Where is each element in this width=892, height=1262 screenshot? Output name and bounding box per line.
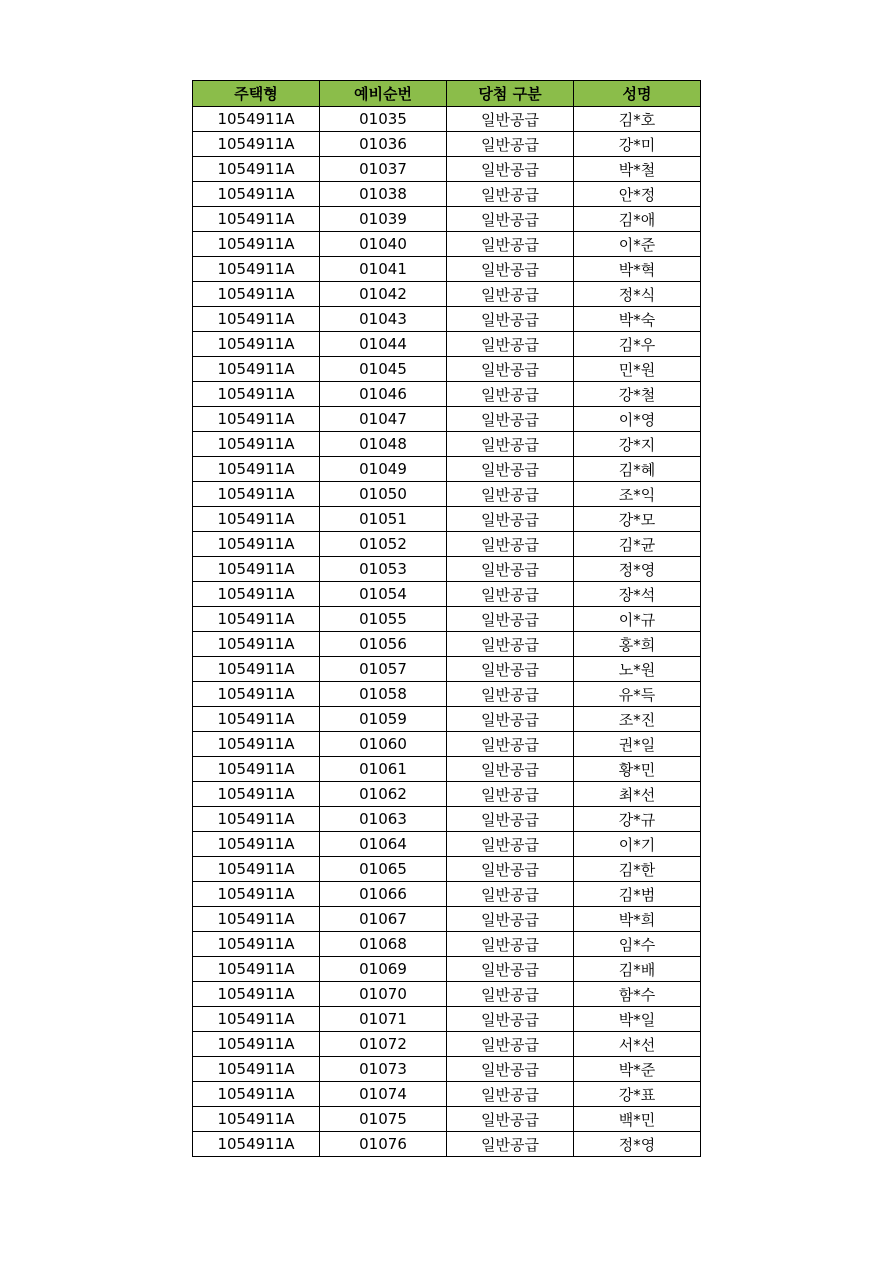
cell-housing-type: 1054911A <box>193 657 320 682</box>
cell-reserve-number: 01036 <box>320 132 447 157</box>
cell-reserve-number: 01054 <box>320 582 447 607</box>
cell-housing-type: 1054911A <box>193 1057 320 1082</box>
cell-winner-category: 일반공급 <box>447 432 574 457</box>
cell-housing-type: 1054911A <box>193 882 320 907</box>
table-row <box>193 257 701 282</box>
cell-reserve-number: 01074 <box>320 1082 447 1107</box>
cell-housing-type: 1054911A <box>193 257 320 282</box>
cell-housing-type: 1054911A <box>193 807 320 832</box>
cell-housing-type: 1054911A <box>193 582 320 607</box>
cell-name: 민*원 <box>574 357 701 382</box>
cell-housing-type: 1054911A <box>193 307 320 332</box>
cell-name: 김*호 <box>574 107 701 132</box>
table-row <box>193 207 701 232</box>
cell-name: 김*혜 <box>574 457 701 482</box>
cell-reserve-number: 01052 <box>320 532 447 557</box>
table-row <box>193 932 701 957</box>
cell-name: 박*일 <box>574 1007 701 1032</box>
cell-winner-category: 일반공급 <box>447 1057 574 1082</box>
table-row <box>193 182 701 207</box>
cell-housing-type: 1054911A <box>193 757 320 782</box>
cell-winner-category: 일반공급 <box>447 607 574 632</box>
cell-winner-category: 일반공급 <box>447 1107 574 1132</box>
cell-reserve-number: 01037 <box>320 157 447 182</box>
table-row <box>193 1107 701 1132</box>
cell-reserve-number: 01064 <box>320 832 447 857</box>
cell-name: 노*원 <box>574 657 701 682</box>
table-row <box>193 157 701 182</box>
table-row <box>193 332 701 357</box>
cell-name: 김*한 <box>574 857 701 882</box>
cell-name: 황*민 <box>574 757 701 782</box>
cell-winner-category: 일반공급 <box>447 582 574 607</box>
cell-reserve-number: 01046 <box>320 382 447 407</box>
cell-reserve-number: 01051 <box>320 507 447 532</box>
table-row <box>193 307 701 332</box>
table-row <box>193 132 701 157</box>
cell-reserve-number: 01075 <box>320 1107 447 1132</box>
cell-name: 홍*희 <box>574 632 701 657</box>
cell-reserve-number: 01063 <box>320 807 447 832</box>
table-body <box>193 107 701 1157</box>
cell-name: 박*혁 <box>574 257 701 282</box>
cell-name: 김*범 <box>574 882 701 907</box>
cell-winner-category: 일반공급 <box>447 907 574 932</box>
cell-housing-type: 1054911A <box>193 407 320 432</box>
cell-winner-category: 일반공급 <box>447 382 574 407</box>
cell-reserve-number: 01039 <box>320 207 447 232</box>
cell-name: 장*석 <box>574 582 701 607</box>
cell-reserve-number: 01038 <box>320 182 447 207</box>
winner-list-table <box>192 80 701 1157</box>
cell-housing-type: 1054911A <box>193 157 320 182</box>
cell-winner-category: 일반공급 <box>447 757 574 782</box>
cell-name: 김*배 <box>574 957 701 982</box>
cell-name: 이*준 <box>574 232 701 257</box>
cell-winner-category: 일반공급 <box>447 182 574 207</box>
cell-winner-category: 일반공급 <box>447 532 574 557</box>
cell-winner-category: 일반공급 <box>447 107 574 132</box>
table-row <box>193 957 701 982</box>
cell-housing-type: 1054911A <box>193 282 320 307</box>
table-row <box>193 107 701 132</box>
cell-winner-category: 일반공급 <box>447 557 574 582</box>
cell-winner-category: 일반공급 <box>447 857 574 882</box>
cell-housing-type: 1054911A <box>193 732 320 757</box>
cell-reserve-number: 01062 <box>320 782 447 807</box>
cell-name: 임*수 <box>574 932 701 957</box>
cell-housing-type: 1054911A <box>193 832 320 857</box>
cell-winner-category: 일반공급 <box>447 1082 574 1107</box>
cell-housing-type: 1054911A <box>193 1107 320 1132</box>
table-row <box>193 407 701 432</box>
cell-winner-category: 일반공급 <box>447 157 574 182</box>
cell-name: 최*선 <box>574 782 701 807</box>
cell-reserve-number: 01076 <box>320 1132 447 1157</box>
cell-name: 함*수 <box>574 982 701 1007</box>
cell-name: 이*규 <box>574 607 701 632</box>
cell-name: 박*희 <box>574 907 701 932</box>
table-row <box>193 632 701 657</box>
cell-housing-type: 1054911A <box>193 682 320 707</box>
table-row <box>193 582 701 607</box>
cell-reserve-number: 01044 <box>320 332 447 357</box>
cell-winner-category: 일반공급 <box>447 257 574 282</box>
cell-housing-type: 1054911A <box>193 1032 320 1057</box>
cell-winner-category: 일반공급 <box>447 982 574 1007</box>
cell-reserve-number: 01060 <box>320 732 447 757</box>
cell-name: 박*준 <box>574 1057 701 1082</box>
cell-name: 정*영 <box>574 557 701 582</box>
cell-reserve-number: 01049 <box>320 457 447 482</box>
table-row <box>193 807 701 832</box>
cell-housing-type: 1054911A <box>193 857 320 882</box>
cell-reserve-number: 01055 <box>320 607 447 632</box>
cell-name: 안*정 <box>574 182 701 207</box>
cell-reserve-number: 01066 <box>320 882 447 907</box>
cell-housing-type: 1054911A <box>193 107 320 132</box>
cell-reserve-number: 01042 <box>320 282 447 307</box>
cell-reserve-number: 01035 <box>320 107 447 132</box>
table-row <box>193 857 701 882</box>
cell-winner-category: 일반공급 <box>447 132 574 157</box>
cell-housing-type: 1054911A <box>193 132 320 157</box>
header-housing-type: 주택형 <box>193 81 320 107</box>
table-row <box>193 1032 701 1057</box>
cell-reserve-number: 01058 <box>320 682 447 707</box>
cell-housing-type: 1054911A <box>193 457 320 482</box>
cell-winner-category: 일반공급 <box>447 232 574 257</box>
cell-reserve-number: 01061 <box>320 757 447 782</box>
cell-winner-category: 일반공급 <box>447 632 574 657</box>
cell-housing-type: 1054911A <box>193 782 320 807</box>
table-row <box>193 482 701 507</box>
table-row <box>193 732 701 757</box>
cell-name: 강*철 <box>574 382 701 407</box>
cell-name: 박*숙 <box>574 307 701 332</box>
cell-reserve-number: 01067 <box>320 907 447 932</box>
table-row <box>193 882 701 907</box>
cell-housing-type: 1054911A <box>193 1007 320 1032</box>
cell-reserve-number: 01050 <box>320 482 447 507</box>
cell-housing-type: 1054911A <box>193 507 320 532</box>
cell-housing-type: 1054911A <box>193 1082 320 1107</box>
cell-winner-category: 일반공급 <box>447 507 574 532</box>
table-row <box>193 282 701 307</box>
cell-housing-type: 1054911A <box>193 532 320 557</box>
table-row <box>193 1132 701 1157</box>
table-row <box>193 232 701 257</box>
cell-winner-category: 일반공급 <box>447 407 574 432</box>
cell-winner-category: 일반공급 <box>447 1132 574 1157</box>
cell-housing-type: 1054911A <box>193 357 320 382</box>
cell-reserve-number: 01045 <box>320 357 447 382</box>
cell-reserve-number: 01047 <box>320 407 447 432</box>
cell-name: 강*규 <box>574 807 701 832</box>
cell-reserve-number: 01043 <box>320 307 447 332</box>
table-row <box>193 657 701 682</box>
cell-housing-type: 1054911A <box>193 332 320 357</box>
cell-reserve-number: 01059 <box>320 707 447 732</box>
cell-name: 조*익 <box>574 482 701 507</box>
table-row <box>193 457 701 482</box>
cell-housing-type: 1054911A <box>193 907 320 932</box>
cell-name: 김*우 <box>574 332 701 357</box>
table-row <box>193 607 701 632</box>
table-row <box>193 682 701 707</box>
table-row <box>193 432 701 457</box>
cell-name: 백*민 <box>574 1107 701 1132</box>
table-header-row <box>193 81 701 107</box>
cell-winner-category: 일반공급 <box>447 307 574 332</box>
cell-reserve-number: 01072 <box>320 1032 447 1057</box>
cell-name: 이*영 <box>574 407 701 432</box>
table-row <box>193 1007 701 1032</box>
cell-winner-category: 일반공급 <box>447 807 574 832</box>
cell-winner-category: 일반공급 <box>447 657 574 682</box>
table-row <box>193 782 701 807</box>
cell-name: 강*미 <box>574 132 701 157</box>
cell-winner-category: 일반공급 <box>447 882 574 907</box>
cell-housing-type: 1054911A <box>193 707 320 732</box>
cell-winner-category: 일반공급 <box>447 457 574 482</box>
cell-housing-type: 1054911A <box>193 557 320 582</box>
cell-housing-type: 1054911A <box>193 207 320 232</box>
cell-housing-type: 1054911A <box>193 607 320 632</box>
cell-reserve-number: 01068 <box>320 932 447 957</box>
table-row <box>193 1082 701 1107</box>
cell-reserve-number: 01053 <box>320 557 447 582</box>
cell-winner-category: 일반공급 <box>447 782 574 807</box>
cell-name: 김*애 <box>574 207 701 232</box>
cell-reserve-number: 01048 <box>320 432 447 457</box>
table-row <box>193 982 701 1007</box>
cell-reserve-number: 01071 <box>320 1007 447 1032</box>
cell-winner-category: 일반공급 <box>447 732 574 757</box>
table-row <box>193 757 701 782</box>
cell-reserve-number: 01065 <box>320 857 447 882</box>
cell-winner-category: 일반공급 <box>447 357 574 382</box>
cell-name: 권*일 <box>574 732 701 757</box>
cell-housing-type: 1054911A <box>193 232 320 257</box>
cell-name: 서*선 <box>574 1032 701 1057</box>
cell-name: 조*진 <box>574 707 701 732</box>
table-row <box>193 1057 701 1082</box>
cell-winner-category: 일반공급 <box>447 482 574 507</box>
cell-winner-category: 일반공급 <box>447 1032 574 1057</box>
cell-reserve-number: 01057 <box>320 657 447 682</box>
table-row <box>193 907 701 932</box>
cell-winner-category: 일반공급 <box>447 707 574 732</box>
cell-reserve-number: 01041 <box>320 257 447 282</box>
cell-housing-type: 1054911A <box>193 1132 320 1157</box>
table-row <box>193 357 701 382</box>
table-row <box>193 707 701 732</box>
cell-housing-type: 1054911A <box>193 982 320 1007</box>
table-row <box>193 382 701 407</box>
cell-reserve-number: 01073 <box>320 1057 447 1082</box>
cell-winner-category: 일반공급 <box>447 832 574 857</box>
cell-housing-type: 1054911A <box>193 432 320 457</box>
cell-name: 강*지 <box>574 432 701 457</box>
cell-name: 박*철 <box>574 157 701 182</box>
table-row <box>193 532 701 557</box>
cell-housing-type: 1054911A <box>193 482 320 507</box>
cell-name: 이*기 <box>574 832 701 857</box>
cell-reserve-number: 01069 <box>320 957 447 982</box>
cell-winner-category: 일반공급 <box>447 682 574 707</box>
header-reserve-number: 예비순번 <box>320 81 447 107</box>
cell-reserve-number: 01070 <box>320 982 447 1007</box>
table-row <box>193 557 701 582</box>
cell-winner-category: 일반공급 <box>447 332 574 357</box>
cell-name: 정*영 <box>574 1132 701 1157</box>
cell-winner-category: 일반공급 <box>447 932 574 957</box>
header-name: 성명 <box>574 81 701 107</box>
cell-housing-type: 1054911A <box>193 632 320 657</box>
cell-winner-category: 일반공급 <box>447 282 574 307</box>
cell-housing-type: 1054911A <box>193 957 320 982</box>
cell-housing-type: 1054911A <box>193 182 320 207</box>
cell-housing-type: 1054911A <box>193 382 320 407</box>
cell-reserve-number: 01040 <box>320 232 447 257</box>
cell-name: 유*득 <box>574 682 701 707</box>
cell-winner-category: 일반공급 <box>447 957 574 982</box>
cell-name: 강*모 <box>574 507 701 532</box>
header-winner-category: 당첨 구분 <box>447 81 574 107</box>
cell-housing-type: 1054911A <box>193 932 320 957</box>
cell-name: 정*식 <box>574 282 701 307</box>
table-row <box>193 832 701 857</box>
table-row <box>193 507 701 532</box>
cell-name: 강*표 <box>574 1082 701 1107</box>
cell-winner-category: 일반공급 <box>447 1007 574 1032</box>
cell-winner-category: 일반공급 <box>447 207 574 232</box>
cell-reserve-number: 01056 <box>320 632 447 657</box>
cell-name: 김*균 <box>574 532 701 557</box>
